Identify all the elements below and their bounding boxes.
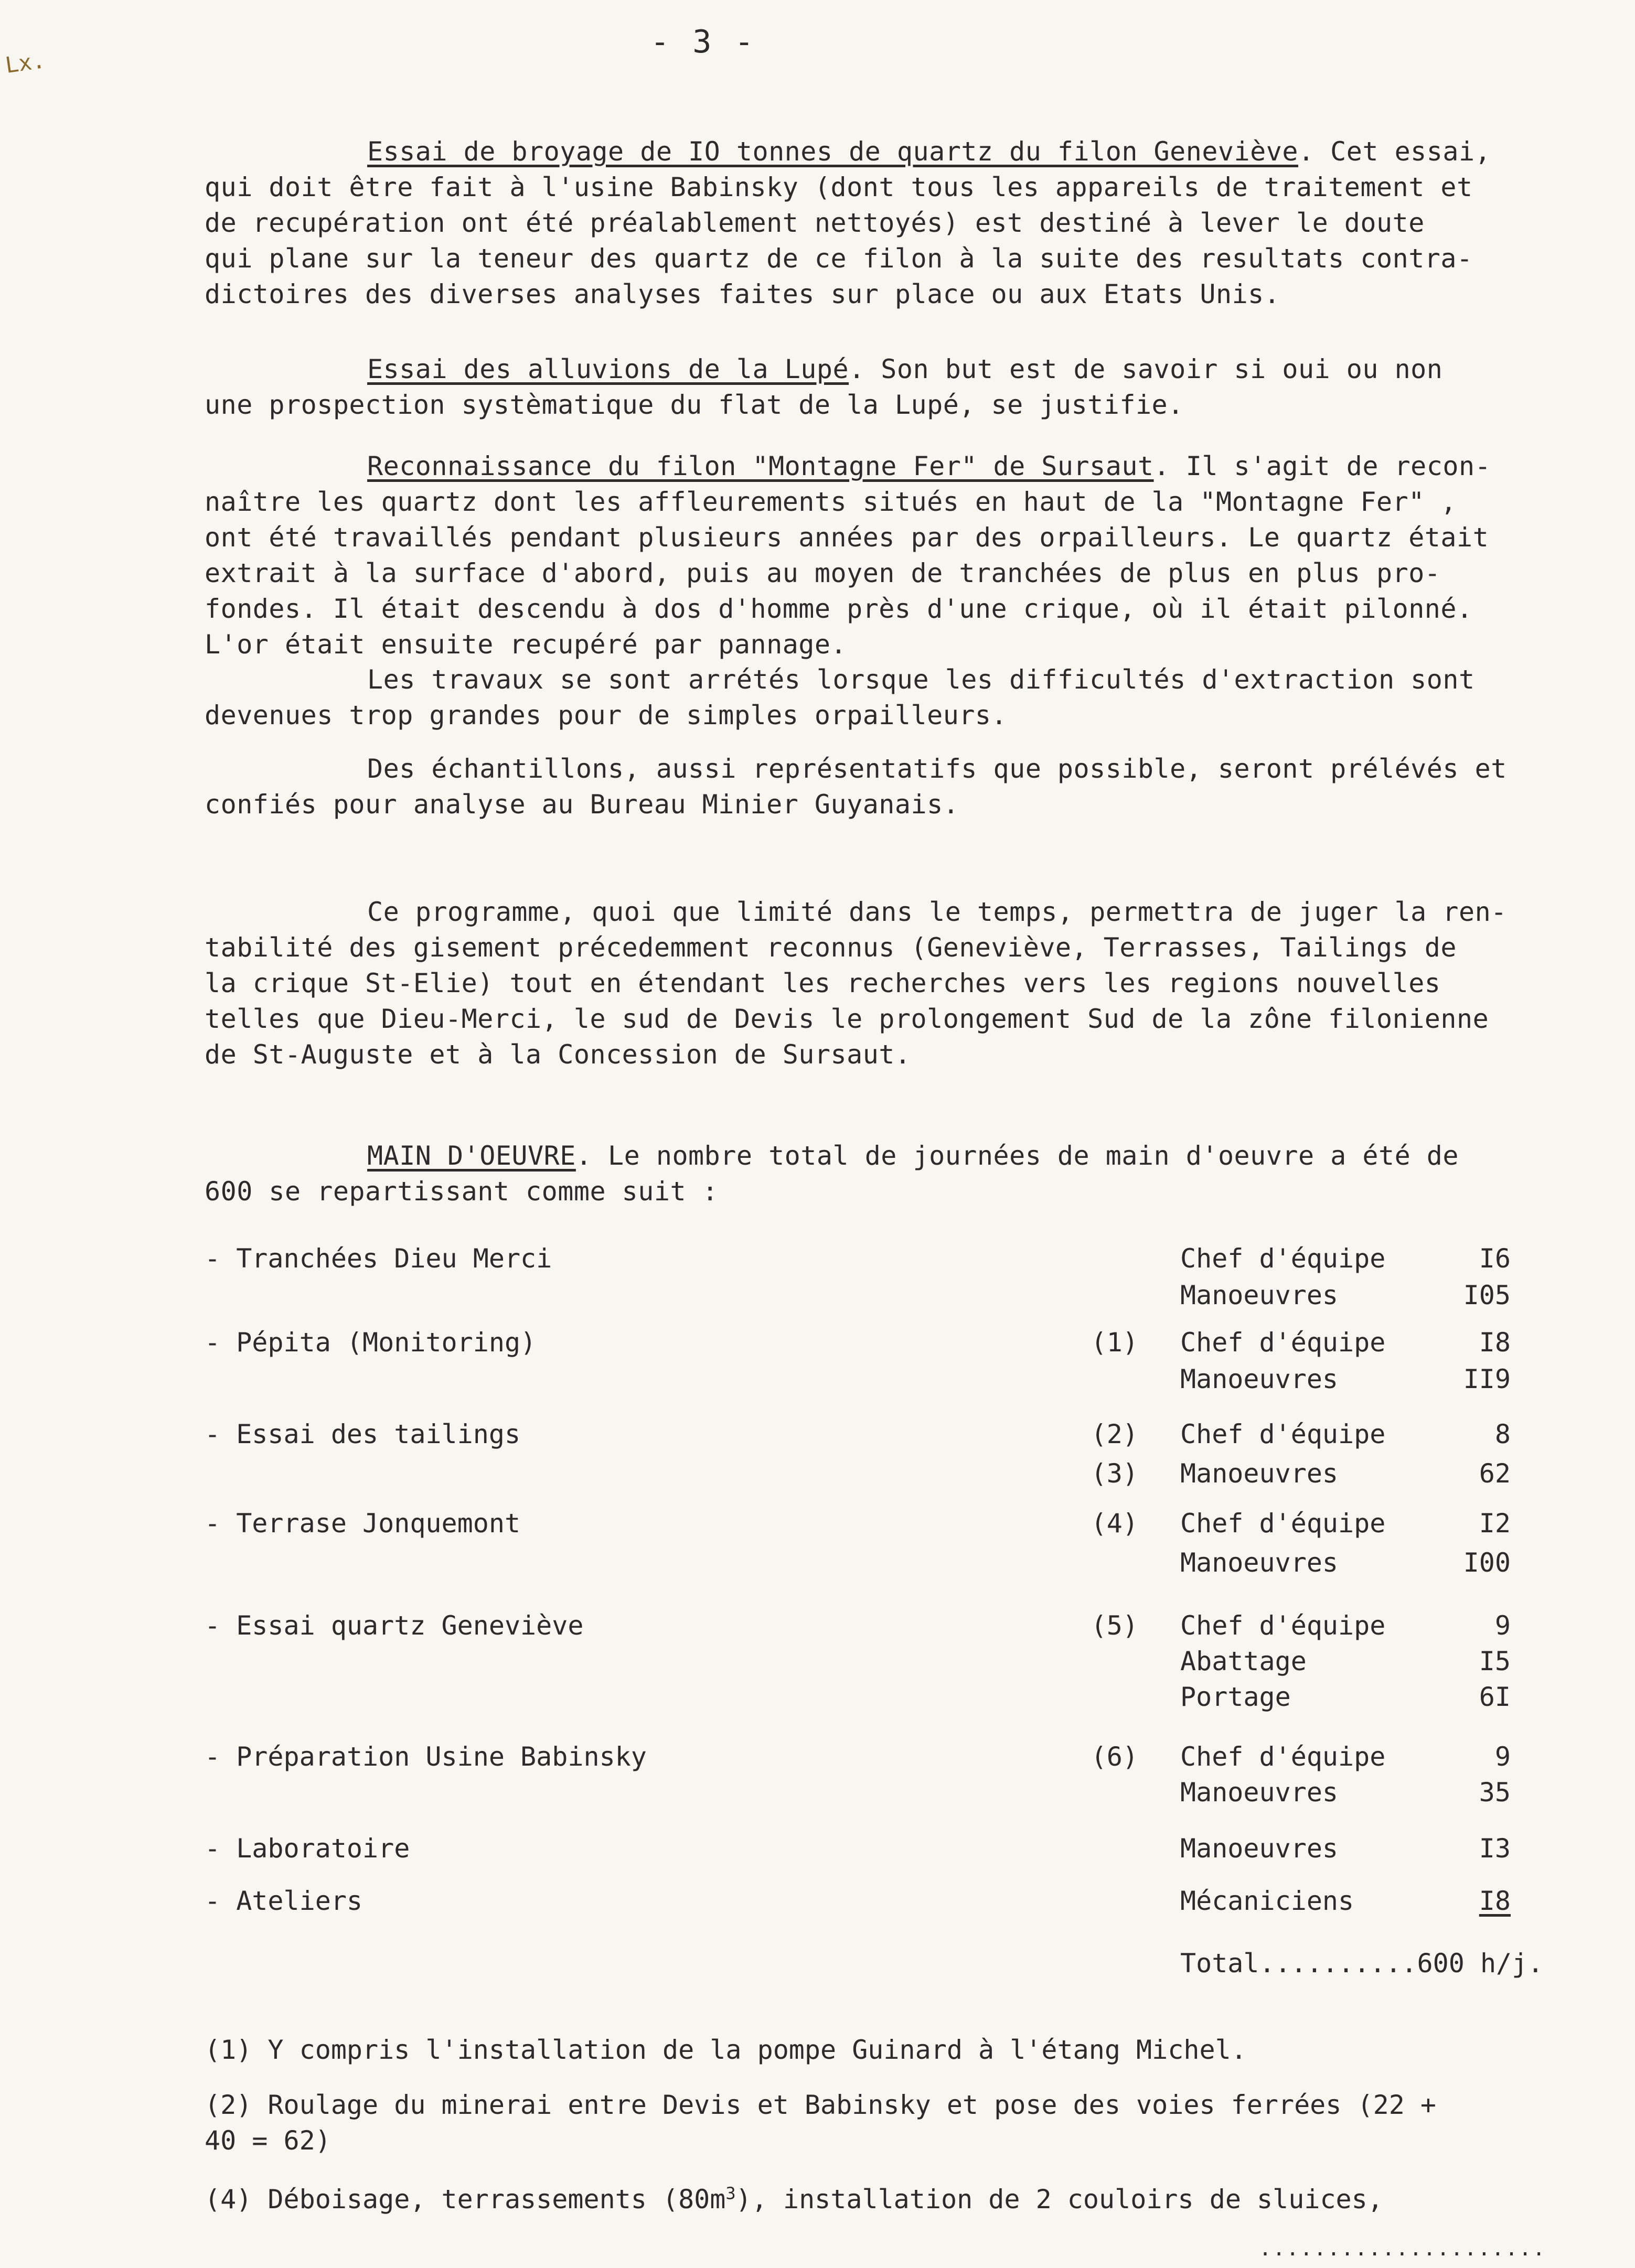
paragraph-quartz-test: Essai de broyage de IO tonnes de quartz du filon Geneviève. Cet essai, qui doit être fait à l'usine Babinsky (dont tous les appareils de traitement et de recupération ont été préalablement nettoyés) est destiné à lever le doute qui plane sur la teneur des quartz de ce filon à la suite des resultats contra- dictoires des diverses analyses faites sur place ou aux Etats Unis. — [205, 136, 1491, 309]
labor-note: (4) — [1091, 1508, 1138, 1539]
labor-count: I3 — [1479, 1833, 1511, 1864]
labor-role: Manoeuvres — [1180, 1547, 1339, 1578]
labor-role: Chef d'équipe — [1180, 1742, 1386, 1772]
paragraph-title: Reconnaissance du filon "Montagne Fer" de Sursaut — [367, 451, 1154, 481]
labor-task: - Pépita (Monitoring) — [205, 1327, 537, 1358]
paragraph-labor-intro: MAIN D'OEUVRE. Le nombre total de journées de main d'oeuvre a été de 600 se repartissant comme suit : — [205, 1141, 1459, 1207]
paragraph-works-stopped: Les travaux se sont arrétés lorsque les difficultés d'extraction sont devenues trop grandes pour de simples orpailleurs. — [205, 664, 1475, 730]
labor-total: Total..........600 h/j. — [1180, 1948, 1544, 1979]
labor-role: Manoeuvres — [1180, 1458, 1339, 1489]
labor-role: Portage — [1180, 1682, 1291, 1712]
labor-count: I8 — [1479, 1327, 1511, 1358]
labor-task: - Ateliers — [205, 1886, 363, 1916]
page-number: - 3 - — [650, 24, 756, 60]
paragraph-montagne-fer: Reconnaissance du filon "Montagne Fer" de Sursaut. Il s'agit de recon- naître les quartz dont les affleurements situés en haut de la "Montagne Fer" , ont été travaillés pendant plusieurs années par des orpailleurs. Le quartz était extrait à la surface d'abord, puis au moyen de tranchées de plus en plus pro- fondes. Il était descendu à dos d'homme près d'une crique, où il était pilonné. L'or était ensuite recupéré par pannage. — [205, 451, 1491, 660]
labor-note: (6) — [1091, 1742, 1138, 1772]
paragraph-title: Essai de broyage de IO tonnes de quartz du filon Geneviève — [367, 136, 1298, 167]
paragraph-programme: Ce programme, quoi que limité dans le temps, permettra de juger la ren- tabilité des gisement précedemment reconnus (Geneviève, Terrasses, Tailings de la crique St-Elie) tout en étendant les recherches vers les regions nouvelles telles que Dieu-Merci, le sud de Devis le prolongement Sud de la zône filonienne de St-Auguste et à la Concession de Sursaut. — [205, 897, 1507, 1070]
labor-count: II9 — [1463, 1364, 1511, 1394]
labor-count: I8 — [1479, 1886, 1511, 1916]
labor-role: Chef d'équipe — [1180, 1243, 1386, 1274]
dotted-trail: ..................... — [1259, 2237, 1546, 2261]
paragraph-title: Essai des alluvions de la Lupé — [367, 354, 849, 384]
labor-task: - Laboratoire — [205, 1833, 410, 1864]
labor-role: Manoeuvres — [1180, 1777, 1339, 1808]
paragraph-title: MAIN D'OEUVRE — [367, 1141, 576, 1171]
labor-count: I5 — [1479, 1646, 1511, 1676]
labor-count: I00 — [1463, 1547, 1511, 1578]
labor-count: I05 — [1463, 1280, 1511, 1310]
labor-count: 9 — [1494, 1610, 1511, 1641]
labor-note: (2) — [1091, 1419, 1138, 1449]
labor-note: (5) — [1091, 1610, 1138, 1641]
labor-count: 9 — [1494, 1742, 1511, 1772]
labor-role: Abattage — [1180, 1646, 1307, 1676]
footnote-4: (4) Déboisage, terrassements $(80m^3)$, installation de 2 couloirs de sluices, — [205, 2183, 1383, 2215]
labor-count: 35 — [1479, 1777, 1511, 1808]
labor-role: Manoeuvres — [1180, 1833, 1339, 1864]
labor-count: I6 — [1479, 1243, 1511, 1274]
labor-role: Manoeuvres — [1180, 1364, 1339, 1394]
labor-role: Manoeuvres — [1180, 1280, 1339, 1310]
labor-count: 6I — [1479, 1682, 1511, 1712]
paragraph-samples: Des échantillons, aussi représentatifs que possible, seront prélévés et confiés pour analyse au Bureau Minier Guyanais. — [205, 754, 1507, 820]
footnote-2: (2) Roulage du minerai entre Devis et Babinsky et pose des voies ferrées (22 + 40 = 62) — [205, 2090, 1436, 2156]
labor-role: Chef d'équipe — [1180, 1610, 1386, 1641]
footnote-1: (1) Y compris l'installation de la pompe Guinard à l'étang Michel. — [205, 2035, 1247, 2065]
labor-role: Mécaniciens — [1180, 1886, 1354, 1916]
labor-task: - Essai des tailings — [205, 1419, 521, 1449]
paragraph-alluvium-test: Essai des alluvions de la Lupé. Son but est de savoir si oui ou non une prospection systèmatique du flat de la Lupé, se justifie. — [205, 354, 1443, 420]
labor-task: - Essai quartz Geneviève — [205, 1610, 584, 1641]
labor-task: - Terrase Jonquemont — [205, 1508, 521, 1539]
labor-task: - Tranchées Dieu Merci — [205, 1243, 552, 1274]
labor-count: I2 — [1479, 1508, 1511, 1539]
margin-annotation: Lx. — [3, 47, 47, 79]
labor-role: Chef d'équipe — [1180, 1419, 1386, 1449]
labor-note: (3) — [1091, 1458, 1138, 1489]
labor-count: 8 — [1494, 1419, 1511, 1449]
labor-role: Chef d'équipe — [1180, 1327, 1386, 1358]
labor-task: - Préparation Usine Babinsky — [205, 1742, 647, 1772]
labor-count: 62 — [1479, 1458, 1511, 1489]
labor-role: Chef d'équipe — [1180, 1508, 1386, 1539]
labor-note: (1) — [1091, 1327, 1138, 1358]
